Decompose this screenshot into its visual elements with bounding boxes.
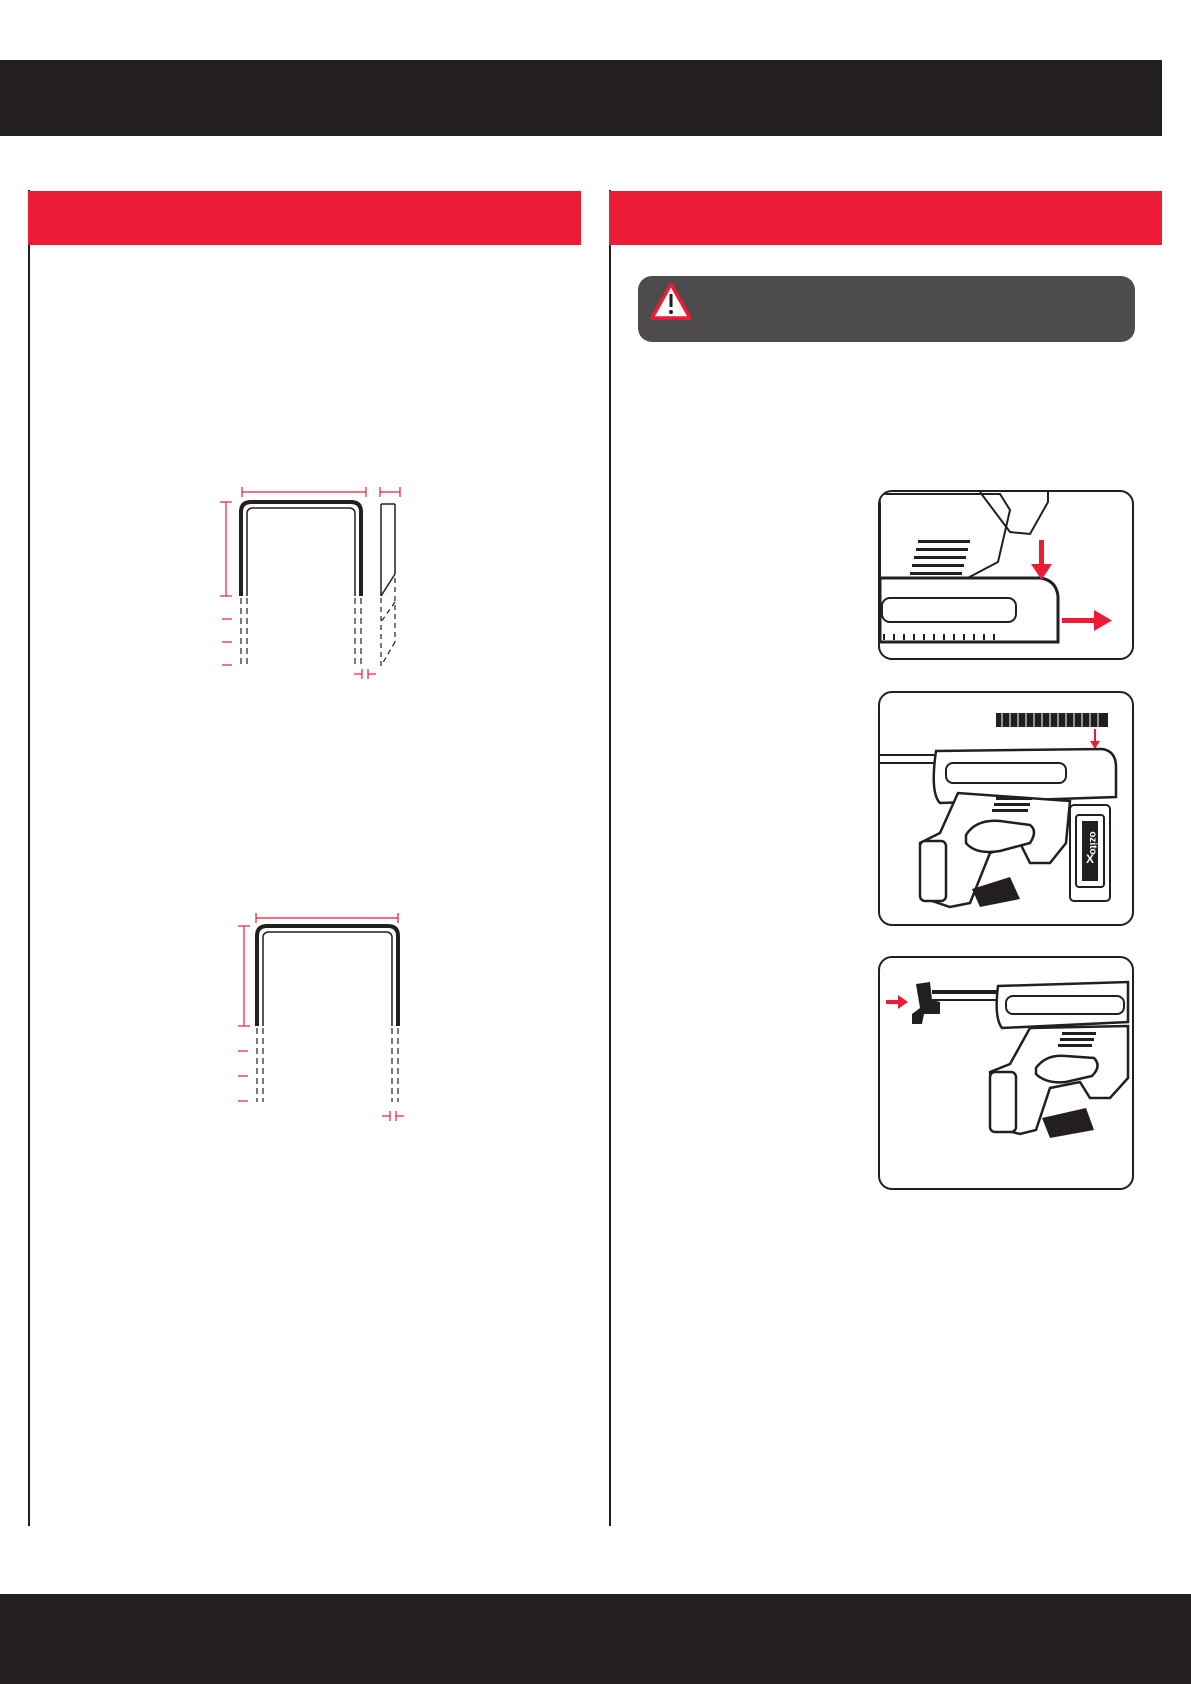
staple-diagram-narrow-crown (210, 482, 410, 682)
top-header-band (0, 60, 1162, 136)
bottom-footer-band (0, 1594, 1191, 1684)
staple-diagram-wide-crown (230, 908, 410, 1128)
svg-text:X: X (1085, 852, 1095, 866)
load-staples-illustration (878, 691, 1134, 926)
red-arrow-right-icon (1062, 610, 1112, 631)
red-arrow-down-small-icon (1090, 729, 1100, 749)
close-magazine-illustration (878, 956, 1134, 1190)
red-arrow-right-small-icon (886, 995, 908, 1009)
right-column-rule (609, 190, 611, 1526)
left-column-rule (28, 190, 30, 1526)
red-arrow-down-icon (1031, 540, 1052, 580)
warning-box (638, 276, 1135, 342)
warning-triangle-icon (650, 282, 692, 320)
svg-text:ozito: ozito (1087, 831, 1098, 855)
left-section-header (28, 191, 581, 245)
magazine-release-illustration (878, 490, 1134, 660)
right-section-header (609, 191, 1162, 245)
